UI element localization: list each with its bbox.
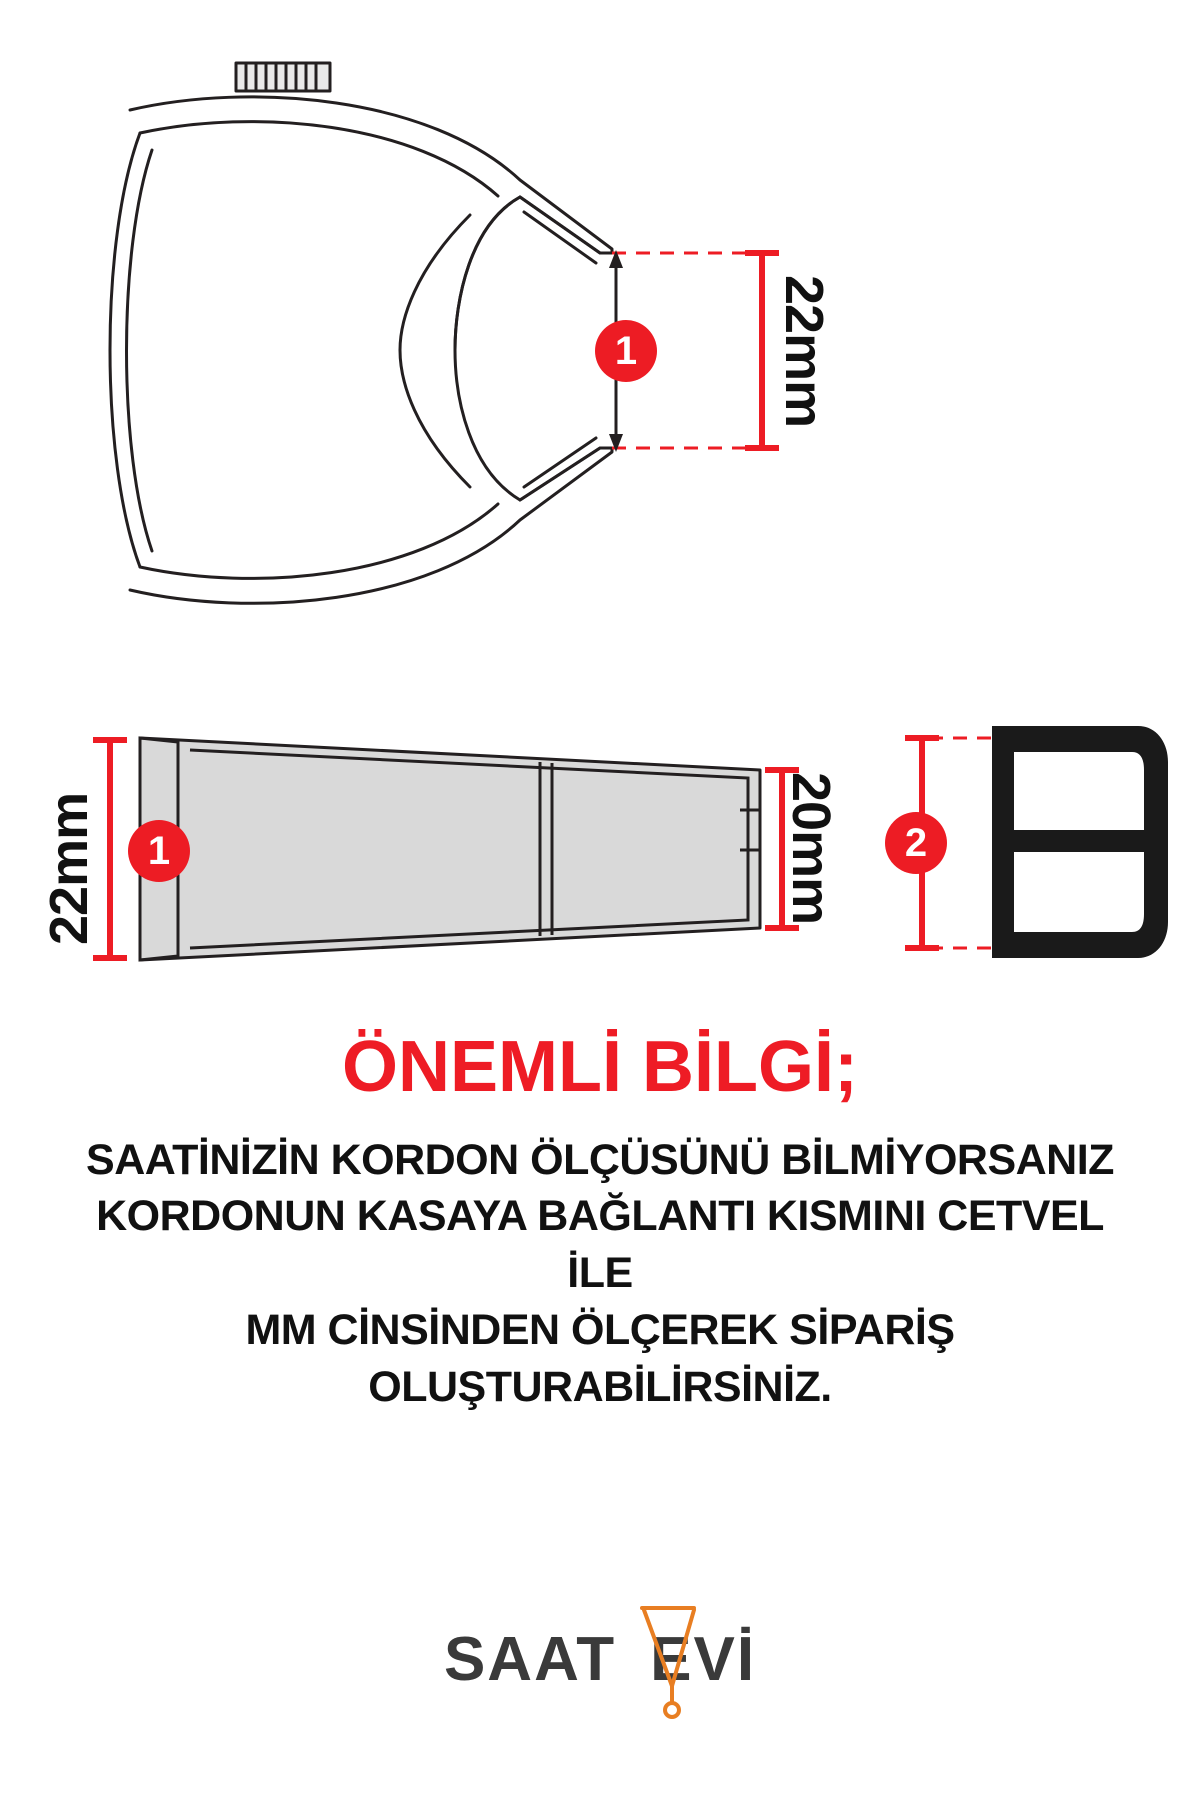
notice-line-4: OLUŞTURABİLİRSİNİZ. [368, 1362, 832, 1411]
watch-strap-buckle-diagram [0, 700, 1200, 1030]
logo-text-right: EVİ [650, 1625, 757, 1694]
marker-badge-2-buckle: 2 [885, 812, 947, 874]
dimension-label-case-22mm: 22mm [774, 275, 834, 428]
notice-line-2: KORDONUN KASAYA BAĞLANTI KISMINI CETVEL İLE [96, 1192, 1104, 1298]
dimension-label-strap-22mm: 22mm [39, 792, 99, 945]
notice-body [60, 1132, 1140, 1416]
brand-logo [0, 1600, 1200, 1750]
watch-case-diagram [0, 0, 1200, 700]
notice-line-3: MM CİNSİNDEN ÖLÇEREK SİPARİŞ [245, 1305, 955, 1354]
marker-badge-1-strap: 1 [128, 820, 190, 882]
notice-block [0, 1027, 1200, 1415]
notice-line-1: SAATİNİZİN KORDON ÖLÇÜSÜNÜ BİLMİYORSANIZ [86, 1135, 1114, 1184]
marker-badge-1-case: 1 [595, 320, 657, 382]
notice-headline: ÖNEMLİ BİLGİ; [342, 1027, 858, 1107]
logo-text-left: SAAT [443, 1625, 617, 1694]
logo-mark-icon [444, 1600, 774, 1725]
dimension-label-strap-20mm: 20mm [781, 772, 841, 925]
